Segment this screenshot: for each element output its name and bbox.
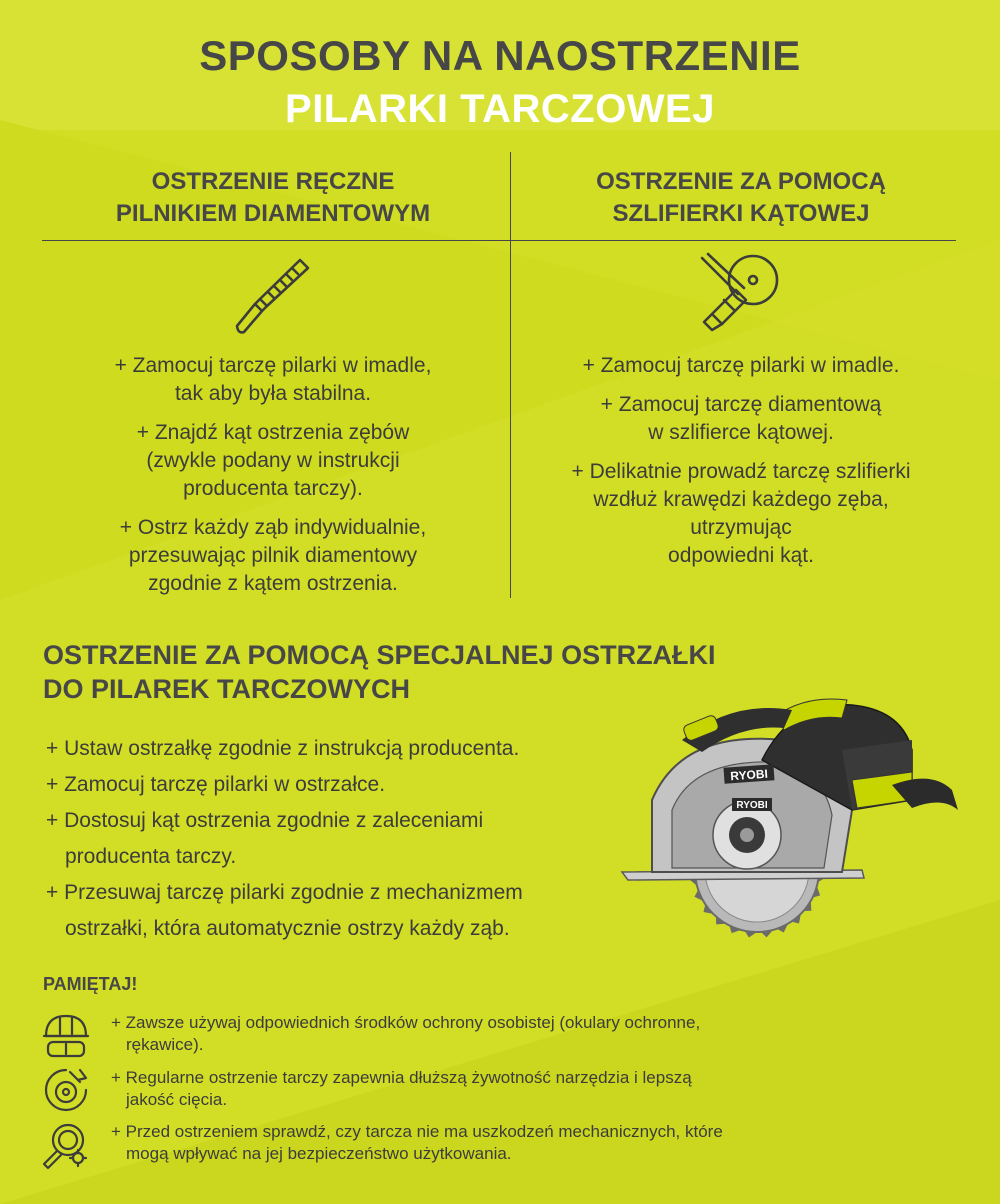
saw-brand-large: RYOBI xyxy=(729,766,769,784)
grinder-step: + Delikatnie prowadź tarczę szlifierki wzdłuż krawędzi każdego zęba, utrzymując odpowiedni kąt. xyxy=(571,460,911,567)
angle-grinder-icon xyxy=(698,250,778,330)
grinder-step: + Zamocuj tarczę pilarki w imadle. xyxy=(582,354,900,377)
tip-text: + Przed ostrzeniem sprawdź, czy tarcza nie ma uszkodzeń mechanicznych, które mogą wpływać na jej bezpieczeństwo użytkowania. xyxy=(111,1122,723,1163)
special-sharpener-heading: OSTRZENIE ZA POMOCĄ SPECJALNEJ OSTRZAŁKI DO PILAREK TARCZOWYCH xyxy=(43,640,716,704)
circular-saw-image xyxy=(612,690,972,940)
page-title-line1: SPOSOBY NA NAOSTRZENIE xyxy=(199,32,801,79)
file-icon xyxy=(232,254,312,334)
tip-text: + Zawsze używaj odpowiednich środków ochrony osobistej (okulary ochronne, rękawice). xyxy=(111,1013,701,1054)
sharpener-step: + Przesuwaj tarczę pilarki zgodnie z mechanizmem ostrzałki, która automatycznie ostrzy każdy ząb. xyxy=(46,881,523,940)
manual-method-steps xyxy=(43,352,503,609)
blade-sharpening-icon xyxy=(40,1064,92,1116)
manual-step: + Znajdź kąt ostrzenia zębów (zwykle podany w instrukcji producenta tarczy). xyxy=(136,421,410,500)
manual-step: + Zamocuj tarczę pilarki w imadle, tak aby była stabilna. xyxy=(114,354,432,405)
horizontal-divider xyxy=(42,240,956,241)
safety-gear-icon xyxy=(40,1010,92,1062)
special-sharpener-steps xyxy=(46,731,626,947)
grinder-method-steps xyxy=(511,352,971,581)
tip-text: + Regularne ostrzenie tarczy zapewnia dłuższą żywotność narzędzia i lepszą jakość cięcia. xyxy=(111,1068,692,1109)
page-title-line2: PILARKI TARCZOWEJ xyxy=(285,87,715,131)
grinder-step: + Zamocuj tarczę diamentową w szlifierce kątowej. xyxy=(600,393,882,444)
saw-brand-small: RYOBI xyxy=(736,800,768,811)
remember-heading: PAMIĘTAJ! xyxy=(43,974,138,994)
sharpener-step: + Zamocuj tarczę pilarki w ostrzałce. xyxy=(46,773,386,796)
manual-method-heading: OSTRZENIE RĘCZNE PILNIKIEM DIAMENTOWYM xyxy=(115,168,431,227)
inspection-magnifier-icon xyxy=(40,1120,92,1172)
sharpener-step: + Dostosuj kąt ostrzenia zgodnie z zaleceniami producenta tarczy. xyxy=(46,809,484,868)
grinder-method-heading: OSTRZENIE ZA POMOCĄ SZLIFIERKI KĄTOWEJ xyxy=(596,168,886,227)
manual-step: + Ostrz każdy ząb indywidualnie, przesuwając pilnik diamentowy zgodnie z kątem ostrzenia. xyxy=(119,516,427,595)
sharpener-step: + Ustaw ostrzałkę zgodnie z instrukcją producenta. xyxy=(46,737,520,760)
